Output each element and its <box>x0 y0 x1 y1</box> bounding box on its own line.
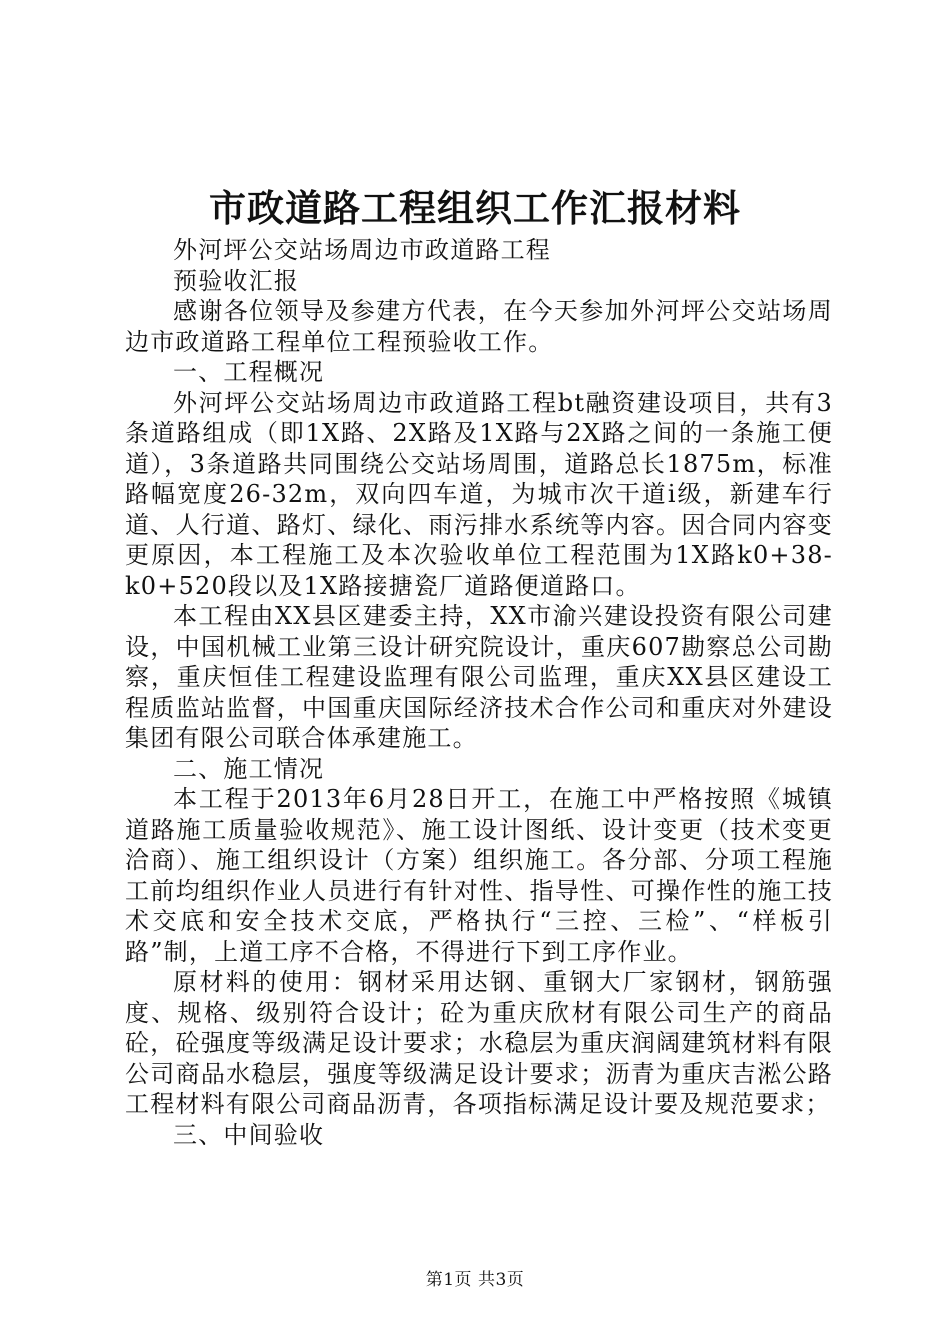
paragraph-materials: 原材料的使用：钢材采用达钢、重钢大厂家钢材，钢筋强度、规格、级别符合设计；砼为重庆欣材有限公司生产的商品砼，砼强度等级满足设计要求；水稳层为重庆润阔建筑材料有限公司商品水稳层，强度等级满足设计要求；沥青为重庆吉淞公路工程材料有限公司商品沥青，各项指标满足设计要及规范要求； <box>125 968 833 1118</box>
section-heading-overview: 一、工程概况 <box>173 358 325 386</box>
paragraph-project-name: 外河坪公交站场周边市政道路工程 <box>173 236 551 264</box>
paragraph-parties: 本工程由XX县区建委主持，XX市渝兴建设投资有限公司建设，中国机械工业第三设计研究院设计，重庆607勘察总公司勘察，重庆恒佳工程建设监理有限公司监理，重庆XX县区建设工程质监站监督，中国重庆国际经济技术合作公司和重庆对外建设集团有限公司联合体承建施工。 <box>125 602 833 752</box>
paragraph-report-type: 预验收汇报 <box>173 266 299 295</box>
paragraph-thanks: 感谢各位领导及参建方代表，在今天参加外河坪公交站场周边市政道路工程单位工程预验收工作。 <box>125 297 833 356</box>
document-title: 市政道路工程组织工作汇报材料 <box>209 186 741 230</box>
page-number: 第1页 共3页 <box>425 1270 525 1290</box>
document-body <box>125 235 833 1150</box>
paragraph-construction: 本工程于2013年6月28日开工，在施工中严格按照《城镇道路施工质量验收规范》、施工设计图纸、设计变更（技术变更洽商）、施工组织设计（方案）组织施工。各分部、分项工程施工前均组织作业人员进行有针对性、指导性、可操作性的施工技术交底和安全技术交底，严格执行“三控、三检”、“样板引路”制，上道工序不合格，不得进行下到工序作业。 <box>125 785 833 966</box>
paragraph-overview: 外河坪公交站场周边市政道路工程bt融资建设项目，共有3条道路组成（即1X路、2X路及1X路与2X路之间的一条施工便道），3条道路共同围绕公交站场周围，道路总长1875m，标准路幅宽度26-32m，双向四车道，为城市次干道i级，新建车行道、人行道、路灯、绿化、雨污排水系统等内容。因合同内容变更原因，本工程施工及本次验收单位工程范围为1X路k0+38-k0+520段以及1X路接搪瓷厂道路便道路口。 <box>125 388 833 600</box>
section-heading-inspection: 三、中间验收 <box>173 1120 325 1149</box>
section-heading-construction: 二、施工情况 <box>173 754 325 783</box>
